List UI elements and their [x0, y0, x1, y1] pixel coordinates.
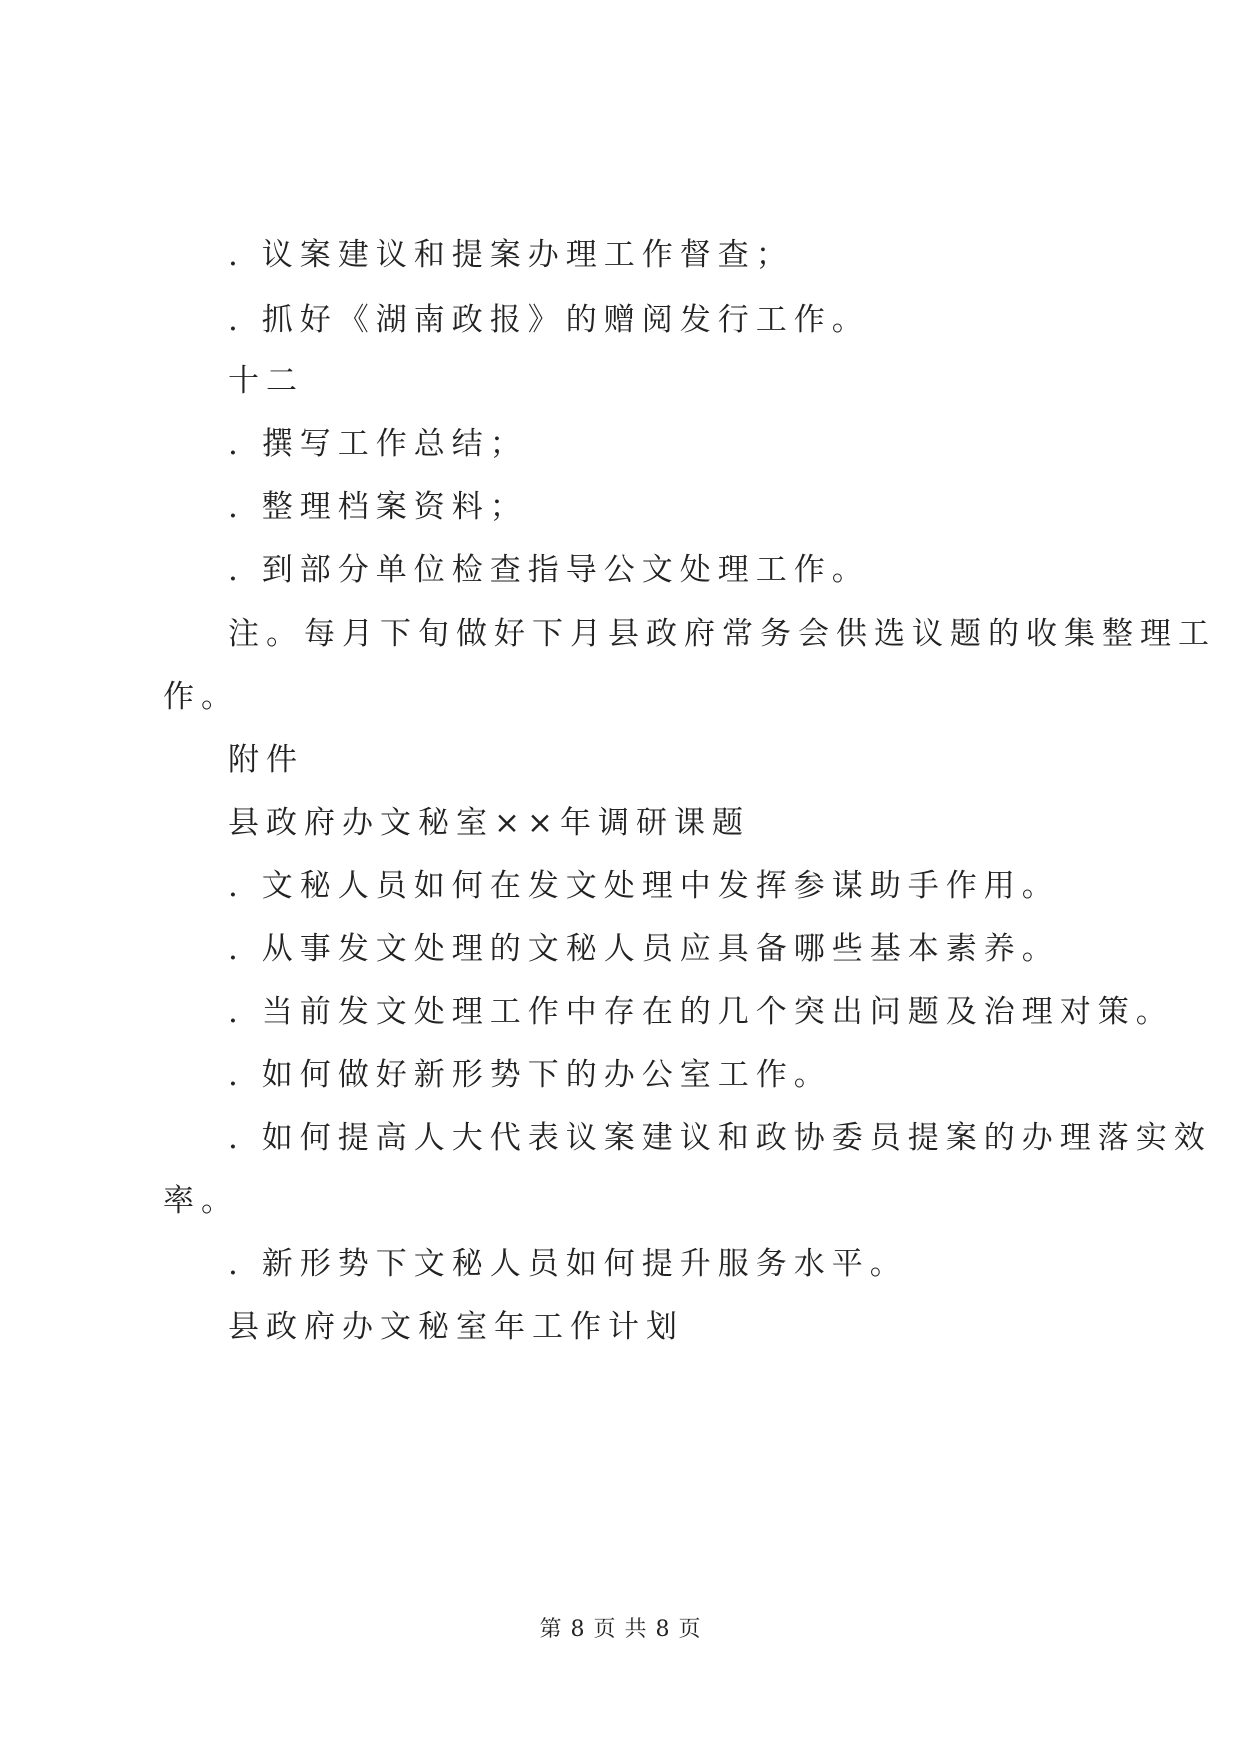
- list-item: . 抓好《湖南政报》的赠阅发行工作。: [228, 302, 870, 338]
- list-item: . 如何提高人大代表议案建议和政协委员提案的办理落实效: [228, 1120, 1212, 1156]
- list-item: . 当前发文处理工作中存在的几个突出问题及治理对策。: [228, 994, 1174, 1030]
- note-paragraph-line: 注。每月下旬做好下月县政府常务会供选议题的收集整理工: [228, 616, 1216, 652]
- note-paragraph-line: 作。: [163, 679, 239, 715]
- list-item: . 从事发文处理的文秘人员应具备哪些基本素养。: [228, 931, 1060, 967]
- attachment-label: 附件: [228, 742, 304, 778]
- list-item: . 整理档案资料；: [228, 489, 528, 525]
- list-item-continuation: 率。: [163, 1183, 239, 1219]
- list-item: . 新形势下文秘人员如何提升服务水平。: [228, 1246, 908, 1282]
- list-item: . 如何做好新形势下的办公室工作。: [228, 1057, 832, 1093]
- list-item: . 到部分单位检查指导公文处理工作。: [228, 552, 870, 588]
- attachment-title: 县政府办文秘室××年调研课题: [228, 805, 750, 841]
- list-item: . 议案建议和提案办理工作督查；: [228, 237, 794, 273]
- page-footer: 第 8 页 共 8 页: [539, 1617, 702, 1642]
- list-item: . 撰写工作总结；: [228, 426, 528, 462]
- list-item: . 文秘人员如何在发文处理中发挥参谋助手作用。: [228, 868, 1060, 904]
- closing-title: 县政府办文秘室年工作计划: [228, 1309, 684, 1345]
- section-heading: 十二: [228, 363, 304, 399]
